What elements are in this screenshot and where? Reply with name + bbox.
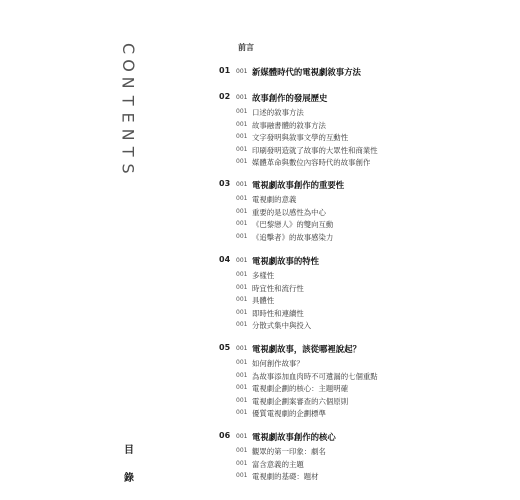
- chapter-number: 06: [219, 431, 231, 440]
- section-page-code: 001: [236, 409, 248, 417]
- chapter-title: 電視劇故事創作的核心: [252, 432, 336, 442]
- chapter-title: 電視劇故事，該從哪裡說起？: [252, 344, 361, 354]
- chapter-number: 05: [219, 343, 231, 352]
- contents-letter: E: [118, 112, 138, 123]
- section-page-code: 001: [236, 232, 248, 240]
- section-title: 《追擊者》的故事感染力: [252, 232, 334, 242]
- cjk-label-mu: 目: [124, 445, 134, 456]
- section-title: 媒體革命與數位內容時代的故事創作: [252, 158, 371, 168]
- section-title: 電視劇的意義: [252, 195, 297, 204]
- section-title: 優質電視劇的企劃標準: [252, 409, 326, 419]
- chapter-page-code: 001: [236, 256, 248, 264]
- section-page-code: 001: [236, 459, 248, 467]
- section-title: 多樣性: [252, 271, 275, 280]
- section-title: 觀眾的第一印象：劇名: [252, 447, 326, 456]
- section-page-code: 001: [236, 158, 248, 166]
- section-title: 電視劇企劃案審查的六個原則: [252, 396, 349, 406]
- section-title: 電視劇企劃的核心：主題明確: [252, 384, 349, 394]
- section-page-code: 001: [236, 220, 248, 228]
- section-page-code: 001: [236, 271, 248, 278]
- contents-letter: N: [118, 76, 138, 89]
- section-title: 為故事添加血肉時不可遺漏的七個重點: [252, 371, 378, 381]
- contents-letter: T: [118, 146, 138, 157]
- chapter-title: 新媒體時代的電視劇敘事方法: [252, 67, 361, 77]
- chapter-number: 04: [219, 255, 231, 264]
- section-title: 文字發明與敘事文學的互動性: [252, 133, 349, 143]
- section-title: 故事融書體的敘事方法: [252, 120, 326, 130]
- contents-letter: S: [118, 163, 138, 174]
- section-page-code: 001: [236, 296, 248, 304]
- chapter-page-code: 001: [236, 67, 248, 75]
- contents-letter: C: [118, 43, 138, 55]
- contents-letter: T: [118, 95, 138, 106]
- section-page-code: 001: [236, 384, 248, 392]
- chapter-page-code: 001: [236, 93, 248, 101]
- section-page-code: 001: [236, 308, 248, 316]
- section-title: 口述的敘事方法: [252, 108, 304, 117]
- chapter-title: 電視劇故事的特性: [252, 256, 319, 266]
- section-page-code: 001: [236, 207, 248, 215]
- chapter-page-code: 001: [236, 432, 248, 440]
- chapter-number: 03: [219, 179, 231, 188]
- cjk-label-lu: 錄: [124, 473, 134, 484]
- section-page-code: 001: [236, 359, 248, 366]
- chapter-page-code: 001: [236, 344, 248, 352]
- preface-label: 前言: [238, 43, 254, 52]
- chapter-title: 故事創作的發展歷史: [252, 93, 328, 103]
- section-page-code: 001: [236, 321, 248, 329]
- section-title: 即時性和連續性: [252, 308, 304, 318]
- section-page-code: 001: [236, 145, 248, 153]
- section-page-code: 001: [236, 283, 248, 291]
- section-title: 《巴黎戀人》的雙向互動: [252, 220, 334, 230]
- section-page-code: 001: [236, 133, 248, 141]
- section-page-code: 001: [236, 396, 248, 404]
- chapter-title: 電視劇故事創作的重要性: [252, 180, 345, 190]
- contents-letter: O: [118, 59, 138, 73]
- section-title: 印刷發明造就了故事的大眾性和商業性: [252, 145, 378, 155]
- contents-letter: N: [118, 128, 138, 141]
- section-page-code: 001: [236, 108, 248, 115]
- section-title: 如何創作故事？: [252, 359, 304, 368]
- section-title: 富含意義的主題: [252, 459, 304, 469]
- section-page-code: 001: [236, 120, 248, 128]
- section-title: 具體性: [252, 296, 275, 306]
- section-title: 重要的是以感性為中心: [252, 207, 326, 217]
- section-page-code: 001: [236, 447, 248, 454]
- section-page-code: 001: [236, 195, 248, 202]
- section-page-code: 001: [236, 371, 248, 379]
- section-title: 電視劇的基礎：題材: [252, 472, 319, 482]
- chapter-number: 02: [219, 92, 231, 101]
- chapter-page-code: 001: [236, 180, 248, 188]
- section-title: 分散式集中與投入: [252, 321, 312, 331]
- chapter-number: 01: [219, 66, 231, 75]
- section-title: 時宜性和流行性: [252, 283, 304, 293]
- section-page-code: 001: [236, 472, 248, 480]
